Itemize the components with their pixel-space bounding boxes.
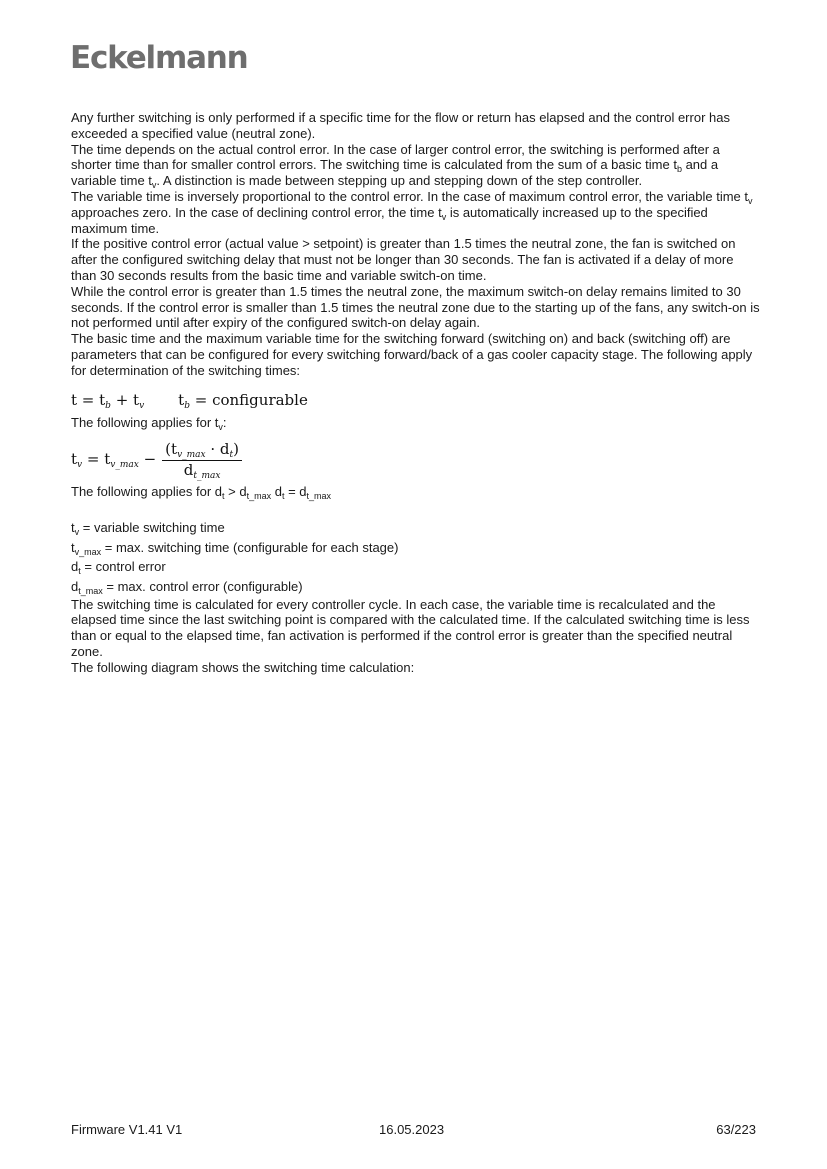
formula-fraction	[162, 442, 242, 479]
footer-firmware-version: Firmware V1.41 V1	[71, 1122, 183, 1137]
definitions-list	[71, 518, 761, 596]
document-body	[71, 110, 761, 676]
applies-for-tv: The following applies for $t_v$:	[71, 414, 227, 432]
company-logo: Eckelmann	[70, 40, 248, 76]
definition-item: $t_{v\_max} = \max$. switching time (configurable for each stage)	[71, 539, 399, 557]
footer-page-number: 63/223	[716, 1122, 756, 1137]
paragraph-controller-cycle: The switching time is calculated for every controller cycle. In each case, the variable time is recalculated and the elapsed time since the last switching point is compared with the calculated time. If the calculated switching time is less than or equal to the elapsed time, fan activation is performed if the control error is greater than the specified neutral zone.	[71, 596, 750, 659]
formula-variable-time: $t_v = t_{v\_max}$ − $\frac{(t_{v\_max} \cdot d_t)}{d_{t\_max}}$	[71, 436, 761, 484]
formula-switching-time: $t = t_b + t_v$ $t_b$ = configurable	[71, 390, 308, 411]
paragraph-diagram-intro: The following diagram shows the switching time calculation:	[71, 659, 415, 675]
applies-for-dt: The following applies for $d_t > d_{t\_max}$ $d_t = d_{t\_max}$	[71, 484, 332, 502]
definition-item: $d_{t\_max} = \max$. control error (configurable)	[71, 578, 303, 596]
definition-item: $d_t$ = control error	[71, 559, 166, 577]
page-footer	[71, 1122, 756, 1138]
fraction-denominator: $d_{t\_max}$	[183, 460, 221, 481]
paragraph-positive-error: If the positive control error (actual value > setpoint) is greater than 1.5 times the neutral zone, the fan is switched on after the configured switching delay that must not be longer than 30 seconds. The fan is activated if a delay of more than 30 seconds results from the basic time and variable switch-on time.	[71, 236, 736, 283]
paragraph-switch-on-delay: While the control error is greater than 1.5 times the neutral zone, the maximum switch-on delay remains limited to 30 seconds. If the control error is smaller than 1.5 times the neutral zone due to the starting up of the fans, any switch-on is not performed until after expiry of the configured switch-on delay again.	[71, 283, 760, 331]
paragraph-switching-condition: Any further switching is only performed if a specific time for the flow or return has elapsed and the control error has exceeded a specified value (neutral zone).	[71, 110, 730, 141]
definition-item: $t_v$ = variable switching time	[71, 520, 225, 538]
paragraph-parameters: The basic time and the maximum variable time for the switching forward (switching on) and back (switching off) are parameters that can be configured for every switching forward/back of a gas cooler capacity stage. The following apply for determination of the switching times:	[71, 331, 753, 378]
paragraph-variable-time: The variable time is inversely proportional to the control error. In the case of maximum control error, the variable time $t_v$ approaches zero. In the case of declining control error, the time $t_v$ is automatically increased up to the specified maximum time.	[71, 188, 753, 236]
paragraph-time-dependency: The time depends on the actual control error. In the case of larger control error, the switching is performed after a shorter time than for smaller control errors. The switching time is calculated from the sum of a basic time $t_b$ and a variable time $t_v$. A distinction is made between stepping up and stepping down of the step controller.	[71, 141, 720, 191]
fraction-numerator: $(t_{v\_max} \cdot d_t)$	[162, 442, 242, 461]
footer-date: 16.05.2023	[379, 1122, 445, 1137]
